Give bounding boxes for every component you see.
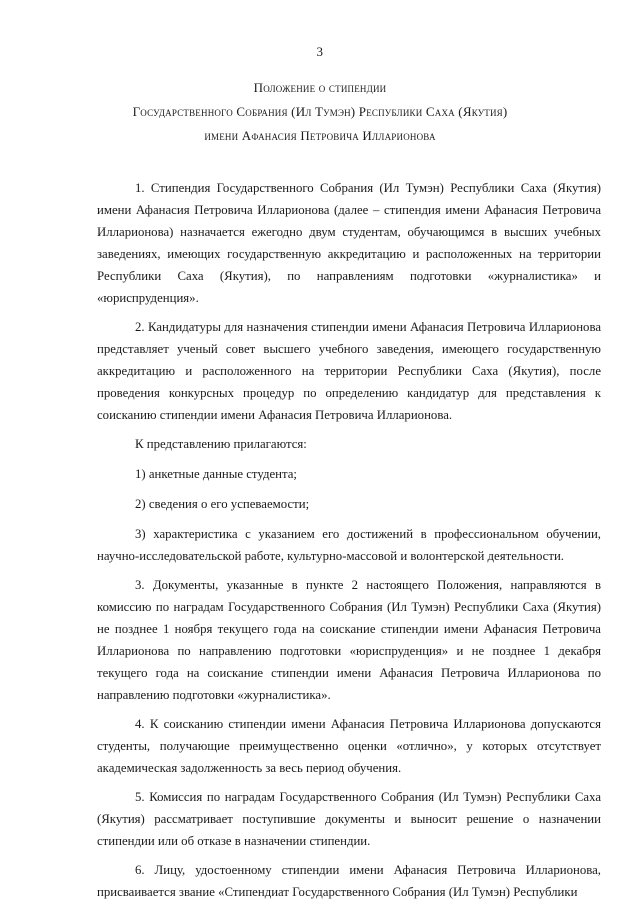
title-line-2: Государственного Собрания (Ил Тумэн) Республики Саха (Якутия) bbox=[132, 104, 508, 119]
list-item-3: 3) характеристика с указанием его достижений в профессиональном обучении, научно-исследовательской работе, культурно-массовой и волонтерской деятельности. bbox=[97, 527, 601, 563]
list-item-1: 1) анкетные данные студента; bbox=[135, 467, 297, 481]
paragraph-5: 5. Комиссия по наградам Государственного Собрания (Ил Тумэн) Республики Саха (Якутия) рассматривает поступившие документы и выносит решение о назначении стипендии или об отказе в назначении стипендии. bbox=[97, 790, 601, 848]
paragraph-2: 2. Кандидатуры для назначения стипендии имени Афанасия Петровича Илларионова представляет ученый совет высшего учебного заведения, имеющего государственную аккредитацию и расположенного на территории Республики Саха (Якутия), после проведения конкурсных процедур по определению кандидатур для представления к соисканию стипендии имени Афанасия Петровича Илларионова. bbox=[97, 320, 601, 422]
title-line-3: имени Афанасия Петровича Илларионова bbox=[204, 128, 436, 143]
paragraph-6: 6. Лицу, удостоенному стипендии имени Афанасия Петровича Илларионова, присваивается звание «Стипендиат Государственного Собрания (Ил Тумэн) Республики bbox=[97, 863, 601, 899]
document-title bbox=[0, 76, 640, 148]
paragraph-3: 3. Документы, указанные в пункте 2 настоящего Положения, направляются в комиссию по наградам Государственного Собрания (Ил Тумэн) Республики Саха (Якутия) не позднее 1 ноября текущего года на соискание стипендии имени Афанасия Петровича Илларионова по направлению подготовки «юриспруденция» и не позднее 1 декабря текущего года на соискание стипендии имени Афанасия Петровича Илларионова по направлению подготовки «журналистика». bbox=[97, 578, 601, 702]
paragraph-1: 1. Стипендия Государственного Собрания (Ил Тумэн) Республики Саха (Якутия) имени Афанасия Петровича Илларионова (далее – стипендия имени Афанасия Петровича Илларионова) назначается ежегодно двум студентам, обучающимся в высших учебных заведениях, имеющих государственную аккредитацию и расположенных на территории Республики Саха (Якутия), по направлениям подготовки «журналистика» и «юриспруденция». bbox=[97, 181, 601, 305]
title-line-1: Положение о стипендии bbox=[253, 80, 387, 95]
page-number: 3 bbox=[316, 44, 324, 59]
paragraph-attachments-intro: К представлению прилагаются: bbox=[135, 437, 307, 451]
paragraph-4: 4. К соисканию стипендии имени Афанасия Петровича Илларионова допускаются студенты, получающие преимущественно оценки «отлично», у которых отсутствует академическая задолженность за весь период обучения. bbox=[97, 717, 601, 775]
document-body bbox=[97, 177, 601, 910]
list-item-2: 2) сведения о его успеваемости; bbox=[135, 497, 310, 511]
